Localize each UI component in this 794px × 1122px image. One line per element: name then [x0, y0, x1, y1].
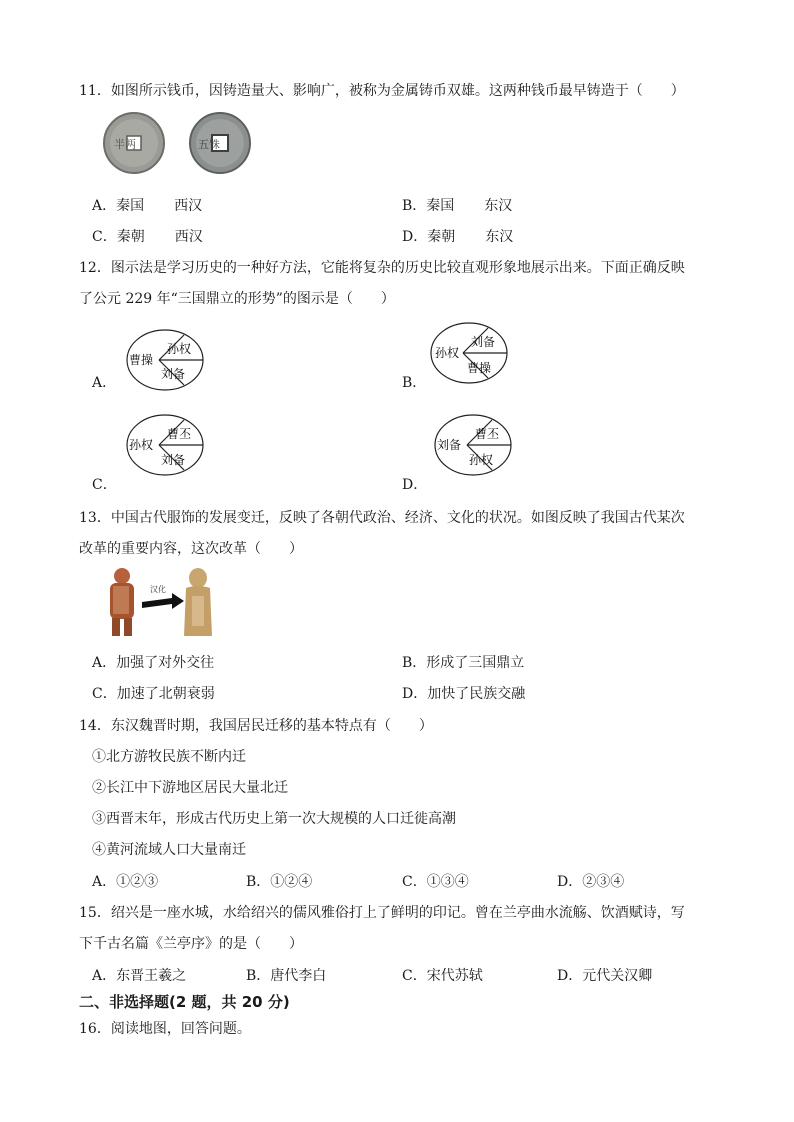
option-label: D．: [557, 968, 583, 984]
q14-item-4: ④黄河流域人口大量南迁: [92, 842, 246, 858]
q11-stem: 11．如图所示钱币，因铸造量大、影响广，被称为金属铸币双雄。这两种钱币最早铸造于（ ）: [79, 83, 685, 99]
option-text: 形成了三国鼎立: [426, 655, 525, 671]
q12-option-b-diagram[interactable]: [428, 320, 510, 386]
q16-stem: 16．阅读地图，回答问题。: [79, 1021, 251, 1037]
q14-item-1: ①北方游牧民族不断内迁: [92, 749, 246, 765]
option-label: C．: [92, 686, 117, 702]
q14-option-d[interactable]: [557, 872, 624, 892]
option-part2: 东汉: [484, 198, 513, 214]
q12-option-a-label[interactable]: A．: [92, 375, 117, 391]
q12-option-d-diagram[interactable]: [432, 412, 514, 478]
q12-option-d-label[interactable]: D．: [402, 477, 428, 493]
option-text: 唐代李白: [270, 968, 327, 984]
xianbei-figurine-icon: [110, 568, 134, 636]
q14-stem: 14．东汉魏晋时期，我国居民迁移的基本特点有（ ）: [79, 718, 433, 734]
pie-label-top: 曹丕: [167, 427, 192, 441]
q12-option-c-diagram[interactable]: [124, 412, 206, 478]
option-text: 加强了对外交往: [116, 655, 215, 671]
q11-option-b[interactable]: [402, 196, 512, 216]
pie-label-left: 孙权: [129, 438, 154, 452]
option-text: ①②④: [270, 874, 313, 890]
q12-option-b-label[interactable]: B．: [402, 375, 427, 391]
option-text: ①③④: [426, 874, 469, 890]
option-label: D．: [557, 874, 583, 890]
option-text: ②③④: [582, 874, 625, 890]
pie-label-bottom: 曹操: [467, 361, 492, 375]
pie-label-left: 孙权: [435, 346, 460, 360]
coin1-inscription: 半两: [114, 138, 136, 151]
option-label: A．: [92, 198, 117, 214]
option-text: 元代关汉卿: [582, 968, 653, 984]
q14-item-2: ②长江中下游地区居民大量北迁: [92, 780, 288, 796]
q12-option-c-label[interactable]: C．: [92, 477, 117, 493]
hanfu-figurine-icon: [184, 568, 212, 636]
q15-stem-line1: 15．绍兴是一座水城，水给绍兴的儒风雅俗打上了鲜明的印记。曾在兰亭曲水流觞、饮酒赋诗，写: [79, 905, 685, 921]
option-label: B．: [402, 198, 427, 214]
option-text: 东晋王羲之: [116, 968, 187, 984]
option-label: A．: [92, 655, 117, 671]
arrow-label: 汉化: [150, 585, 166, 594]
q11-option-a[interactable]: [92, 196, 202, 216]
q13-stem-line1: 13．中国古代服饰的发展变迁，反映了各朝代政治、经济、文化的状况。如图反映了我国古代某次: [79, 510, 685, 526]
section-heading: 二、非选择题(2 题，共 20 分): [79, 993, 290, 1011]
q14-item-3: ③西晋末年，形成古代历史上第一次大规模的人口迁徙高潮: [92, 811, 456, 827]
q12-option-a-diagram[interactable]: [124, 327, 206, 393]
option-part1: 秦国: [116, 198, 145, 214]
q15-option-b[interactable]: [246, 966, 326, 986]
pie-label-bottom: 刘备: [161, 367, 186, 381]
option-text: 加速了北朝衰弱: [116, 686, 215, 702]
q13-option-d[interactable]: [402, 684, 525, 704]
q15-stem-line2: 下千古名篇《兰亭序》的是（ ）: [79, 936, 303, 952]
q13-option-a[interactable]: [92, 653, 214, 673]
option-label: A．: [92, 968, 117, 984]
q14-option-c[interactable]: [402, 872, 469, 892]
banliang-coin: [104, 113, 164, 173]
q14-option-a[interactable]: [92, 872, 158, 892]
coin2-inscription: 五铢: [198, 138, 220, 151]
pie-label-top: 孙权: [167, 342, 192, 356]
option-label: C．: [402, 968, 427, 984]
pie-label-top: 曹丕: [475, 427, 500, 441]
pie-label-bottom: 孙权: [469, 453, 494, 467]
option-label: A．: [92, 874, 117, 890]
option-part1: 秦国: [426, 198, 455, 214]
option-label: C．: [92, 229, 117, 245]
option-part2: 东汉: [485, 229, 514, 245]
q15-option-c[interactable]: [402, 966, 483, 986]
option-label: C．: [402, 874, 427, 890]
option-label: B．: [402, 655, 427, 671]
pie-label-left: 曹操: [129, 353, 154, 367]
q15-option-a[interactable]: [92, 966, 186, 986]
option-text: ①②③: [116, 874, 159, 890]
q11-option-d[interactable]: [402, 227, 513, 247]
q13-costume-image: [100, 566, 220, 640]
pie-label-left: 刘备: [437, 438, 462, 452]
q12-stem-line1: 12．图示法是学习历史的一种好方法，它能将复杂的历史比较直观形象地展示出来。下面正确反映: [79, 260, 685, 276]
q11-coins-image: [100, 110, 260, 176]
wuzhu-coin: [190, 113, 250, 173]
option-part2: 西汉: [174, 198, 203, 214]
pie-label-bottom: 刘备: [161, 453, 186, 467]
option-label: D．: [402, 686, 428, 702]
q13-stem-line2: 改革的重要内容，这次改革（ ）: [79, 541, 303, 557]
q13-option-c[interactable]: [92, 684, 215, 704]
q13-option-b[interactable]: [402, 653, 524, 673]
option-label: D．: [402, 229, 428, 245]
q15-option-d[interactable]: [557, 966, 652, 986]
option-label: B．: [246, 874, 271, 890]
option-part1: 秦朝: [116, 229, 145, 245]
q12-stem-line2: 了公元 229 年“三国鼎立的形势”的图示是（ ）: [79, 291, 395, 307]
option-part2: 西汉: [174, 229, 203, 245]
q11-option-c[interactable]: [92, 227, 203, 247]
option-text: 加快了民族交融: [427, 686, 526, 702]
option-text: 宋代苏轼: [426, 968, 483, 984]
option-part1: 秦朝: [427, 229, 456, 245]
option-label: B．: [246, 968, 271, 984]
q14-option-b[interactable]: [246, 872, 312, 892]
arrow-icon: [142, 584, 184, 609]
pie-label-top: 刘备: [471, 335, 496, 349]
